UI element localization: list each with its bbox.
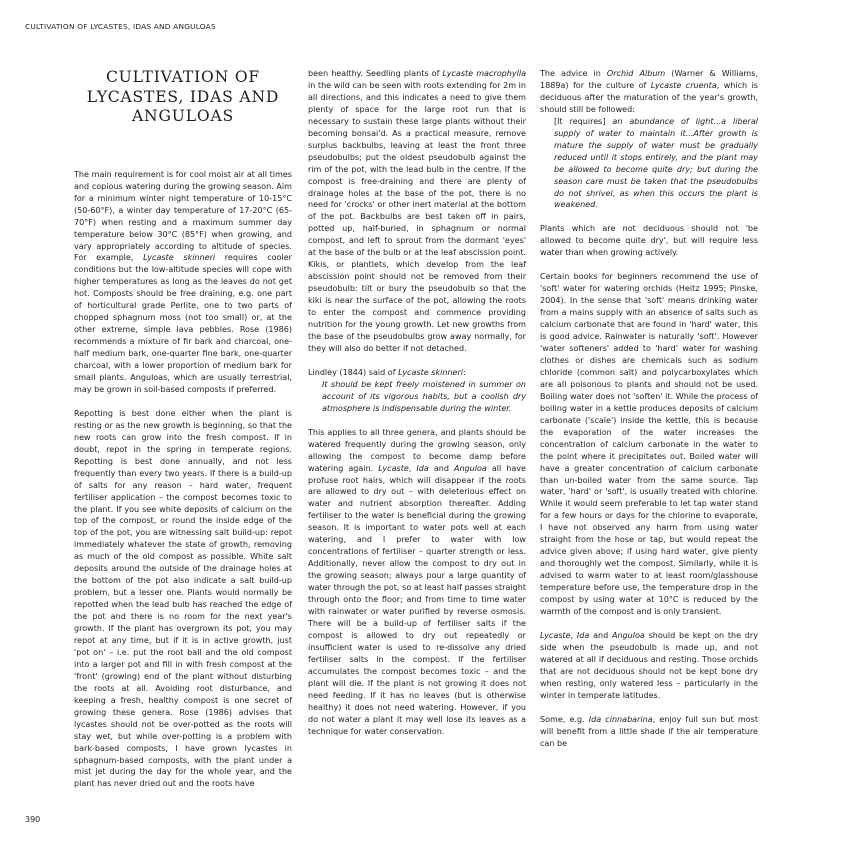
orchid-album-quote: [It requires] an abundance of light...a liberal supply of water to maintain it...After growth is mature the supply of water must be gradually reduced until it stops entirely, and the plant may be allowed to become quite dry; but during the season care must be taken that the pseudobulbs do not shrivel, as when this occurs the plant is weakened. [554,116,758,210]
col3-paragraph-1: The advice in Orchid Album (Warner & Williams, 1889a) for the culture of Lycaste cruenta, which is deciduous after the maturation of the year's growth, should still be followed: [540,69,759,114]
col3-paragraph-4: Lycaste, Ida and Anguloa should be kept on the dry side when the pseudobulb is made up, and not watered at all if deciduous and resting. Those orchids that are not deciduous should not be kept bone dry when resting, only watered less – particularly in the winter in temperate latitudes. [540,630,758,700]
col2-paragraph-3: This applies to all three genera, and plants should be watered frequently during the growing season, only allowing the compost to become damp before watering again. Lycaste, Ida and Anguloa all have profuse root hairs, which will disappear if the roots are allowed to dry out – with deleterious effect on water and nutrient absorption thereafter. Adding fertiliser to the water is beneficial during the growing season. It is important to water pots well at each watering, and I prefer to water with low concentrations of fertiliser – quarter strength or less. Additionally, never allow the compost to dry out in the growing season; always pour a large quantity of water through the pot, so at least half passes straight through onto the floor; and from time to time water with rainwater or water purified by reverse osmosis. There will be a build-up of fertiliser salts if the compost is allowed to dry out repeatedly or insufficient water is used to re-dissolve any dried fertiliser salts in the compost. If the fertiliser accumulates the compost becomes toxic – and the plant will die. If the plant is not growing it does not need feeding. If it has no leaves (but is otherwise healthy) it does not need watering. However, if you do not water a plant it may well lose its leaves as a technique for water conservation. [308,427,526,736]
chapter-title-line-1: CULTIVATION OF [105,68,261,86]
col3-paragraph-2: Plants which are not deciduous should not 'be allowed to become quite dry', but will require less water than when growing actively. [540,224,758,258]
page-number: 390 [25,815,41,824]
col1-paragraph-1: The main requirement is for cool moist air at all times and copious watering during the growing season. Aim for a minimum winter night temperature of 10-15°C (50-60°F), a winter day temperature of 17-20°C (65-70°F) when resting and a maximum summer day temperature below 30°C (85°F) when growing, and vary appropriately according to altitude of species. For example, Lycaste skinneri requires cooler conditions but the low-altitude species will cope with higher temperatures as long as the leaves do not get hot. Composts should be free draining, e.g. one part of horticultural grade Perlite, one to two parts of chopped sphagnum moss (not too small) or, at the other extreme, simple lava pebbles. Rose (1986) recommends a mixture of fir bark and charcoal, one-half medium bark, one-quarter fine bark, one-quarter charcoal, with a lower proportion of medium bark for small plants. Anguloas, which are usually terrestrial, may be grown in soil-based composts if preferred. [74,169,292,394]
column-2 [308,68,526,749]
running-head: CULTIVATION OF LYCASTES, IDAS AND ANGULOAS [25,22,216,31]
lindley-intro: Lindley (1844) said of Lycaste skinneri: [308,367,466,377]
chapter-title-line-3: ANGULOAS [132,107,234,126]
chapter-title-line-2: LYCASTES, IDAS AND [86,87,280,106]
column-3 [540,68,758,762]
chapter-title [74,68,292,127]
column-1 [74,68,292,802]
col1-paragraph-2: Repotting is best done either when the plant is resting or as the new growth is beginning, so that the new roots can grow into the fresh compost. If in doubt, repot in the spring in temperate regions. Repotting is best done annually, and not less frequently than every two years. If there is a build-up of salts for any reason – hard water, frequent fertiliser application – the compost becomes toxic to the plant. If you see white deposits of calcium on the top of the compost, or round the inside edge of the top of the pot, you are witnessing salt build-up: repot immediately whatever the state of growth, removing as much of the old compost as possible. White salt deposits around the outside of the drainage holes at the bottom of the pot also indicate a salt build-up problem, but a lesser one. Plants would normally be repotted when the lead bulb has reached the edge of the pot and there is no room for the next year's growth. If the plant has overgrown its pot, you may repot at any time, but if it is in active growth, just 'pot on' – i.e. put the root ball and the old compost into a larger pot and fill in with fresh compost at the 'front' (growing) end of the plant without disturbing the roots at all. Avoiding root disturbance, and keeping a fresh, healthy compost is one secret of growing these genera. Rose (1986) advises that lycastes should not be over-potted as the roots will stay wet, but while over-potting is a problem with bark-based composts, I have grown lycastes in sphagnum-based composts, with the plant under a mist jet during the day for the whole year, and the plant has never dried out and the roots have [74,408,292,789]
col3-paragraph-5: Some, e.g. Ida cinnabarina, enjoy full sun but most will benefit from a little shade if the air temperature can be [540,714,758,748]
lindley-quote: It should be kept freely moistened in summer on account of its vigorous habits, but a coolish dry atmosphere is indispensable during the winter. [322,379,526,413]
col2-paragraph-1: been healthy. Seedling plants of Lycaste macrophylla in the wild can be seen with roots extending for 2m in all directions, and this indicates a need to give them plenty of space for the large root run that is necessary to sustain these large plants without their becoming bonsai'd. As a practical measure, remove surplus backbulbs, leaving at least the front three pseudobulbs; put the oldest pseudobulb against the rim of the pot, with the lead bulb in the centre. If the compost is free-draining and there are plenty of drainage holes at the base of the pot, there is no need for 'crocks' or other inert material at the bottom of the pot. Backbulbs are best taken off in pairs, potted up, half-buried, in sphagnum or normal compost, and left to sprout from the dormant 'eyes' at the base of the bulb or at the leaf abscission point. Kikis, or plantlets, which develop from the leaf abscission point should not be removed from their pseudobulb: tilt or bury the pseudobulb so that the kiki is near the surface of the pot, allowing the roots to enter the compost and commence providing nutrition for the young growth. Let new growths from the base of the pseudobulbs grow away normally, for they will also do better if not detached. [308,69,527,353]
col3-paragraph-3: Certain books for beginners recommend the use of 'soft' water for watering orchids (Heitz 1995; Pinske, 2004). In the sense that 'soft' means drinking water from a mains supply with an absence of salts such as calcium carbonate that are found in 'hard' water, this is good advice. Rainwater is naturally 'soft'. However 'water softeners' added to 'hard' water for washing clothes or dishes are chemicals such as sodium chloride (common salt) and polycarboxylates which are all poisonous to plants and should not be used. Boiling water does not 'soften' it. While the process of boiling water in a kettle produces deposits of calcium carbonate ('scale') inside the kettle, this is because the evaporation of the water increases the concentration of calcium carbonate in the water to the point where it precipitates out. Boiled water will have a greater concentration of calcium carbonate than un-boiled water from the same source. Tap water, 'hard' or 'soft', is usually treated with chlorine. While it would seem preferable to let tap water stand for a few hours or days for the chlorine to evaporate, I have not observed any harm from using water straight from the hose or tap, but would repeat the advice given above; if using hard water, give plenty and thoroughly wet the compost. Similarly, while it is advised to warm water to at least room/glasshouse temperature before use, the temperature drop in the compost by using water at 10°C is reduced by the warmth of the compost and is only transient. [540,272,758,616]
